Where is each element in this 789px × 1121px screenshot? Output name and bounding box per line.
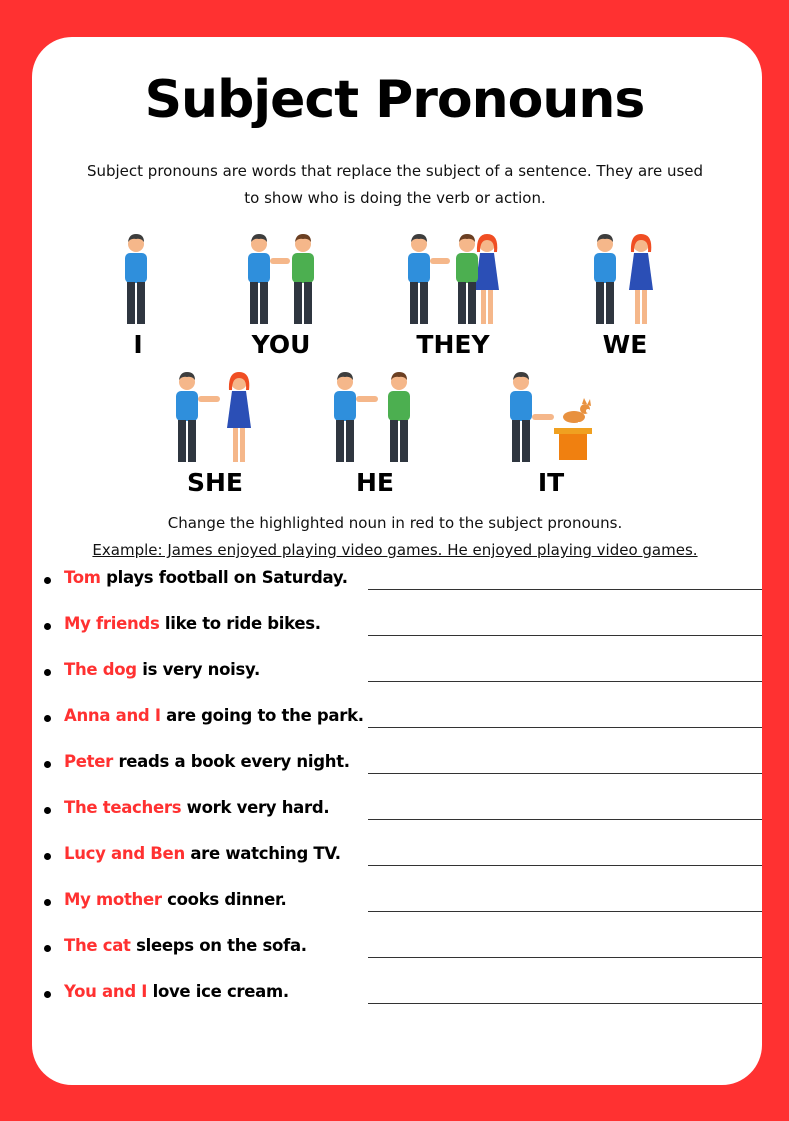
sentence-rest: work very hard. [181, 798, 330, 817]
answer-line[interactable] [368, 568, 762, 590]
exercise-sentence [64, 752, 350, 771]
highlighted-noun: You and I [64, 982, 148, 1001]
exercise-sentence [64, 706, 364, 725]
pronoun-we-illustration [588, 230, 668, 326]
sentence-rest: love ice cream. [147, 982, 289, 1001]
bullet-icon [44, 945, 51, 952]
highlighted-noun: Tom [64, 568, 101, 587]
highlighted-noun: My mother [64, 890, 162, 909]
exercise-sentence [64, 936, 307, 955]
pronoun-label-we: WE [602, 330, 648, 359]
pronoun-i-illustration [118, 230, 158, 326]
exercise-item [44, 934, 762, 980]
exercise-sentence [64, 798, 329, 817]
pronoun-label-i: I [133, 330, 143, 359]
sentence-rest: are going to the park. [160, 706, 364, 725]
pronoun-label-he: HE [355, 468, 394, 497]
exercise-sentence [64, 890, 286, 909]
instructions [60, 510, 730, 564]
example-text: Example: James enjoyed playing video games. He enjoyed playing video games. [92, 541, 698, 559]
exercise-sentence [64, 568, 348, 587]
highlighted-noun: Peter [64, 752, 113, 771]
pronoun-she-illustration [170, 368, 266, 464]
page-title: Subject Pronouns [144, 70, 645, 130]
answer-line[interactable] [368, 706, 762, 728]
exercise-item [44, 842, 762, 888]
sentence-rest: sleeps on the sofa. [130, 936, 307, 955]
exercise-item [44, 796, 762, 842]
answer-line[interactable] [368, 660, 762, 682]
answer-line[interactable] [368, 890, 762, 912]
sentence-rest: plays football on Saturday. [100, 568, 348, 587]
answer-line[interactable] [368, 614, 762, 636]
highlighted-noun: The dog [64, 660, 137, 679]
exercise-item [44, 888, 762, 934]
exercise-sentence [64, 614, 321, 633]
highlighted-noun: Lucy and Ben [64, 844, 185, 863]
pronoun-they-illustration [402, 230, 506, 326]
bullet-icon [44, 669, 51, 676]
sentence-rest: is very noisy. [136, 660, 260, 679]
bullet-icon [44, 853, 51, 860]
exercise-item [44, 566, 762, 612]
bullet-icon [44, 761, 51, 768]
highlighted-noun: Anna and I [64, 706, 161, 725]
bullet-icon [44, 991, 51, 998]
bullet-icon [44, 623, 51, 630]
instruction-text: Change the highlighted noun in red to the subject pronouns. [167, 514, 623, 532]
answer-line[interactable] [368, 936, 762, 958]
pronoun-label-she: SHE [186, 468, 243, 497]
exercise-sentence [64, 660, 260, 679]
pronoun-label-you: YOU [251, 330, 311, 359]
highlighted-noun: The cat [64, 936, 131, 955]
sentence-rest: reads a book every night. [113, 752, 350, 771]
sentence-rest: are watching TV. [184, 844, 341, 863]
exercise-list [44, 566, 762, 1026]
answer-line[interactable] [368, 798, 762, 820]
exercise-item [44, 750, 762, 796]
exercise-item [44, 980, 762, 1026]
exercise-item [44, 658, 762, 704]
pronoun-label-it: IT [537, 468, 565, 497]
intro-text: Subject pronouns are words that replace the subject of a sentence. They are used to show who is doing the verb or action. [86, 162, 704, 207]
pronoun-it-illustration [504, 368, 600, 464]
pronoun-he-illustration [328, 368, 424, 464]
pronoun-label-they: THEY [416, 330, 490, 359]
exercise-sentence [64, 844, 341, 863]
bullet-icon [44, 715, 51, 722]
exercise-item [44, 612, 762, 658]
highlighted-noun: My friends [64, 614, 160, 633]
bullet-icon [44, 577, 51, 584]
bullet-icon [44, 899, 51, 906]
sentence-rest: cooks dinner. [161, 890, 287, 909]
bullet-icon [44, 807, 51, 814]
pronoun-you-illustration [242, 230, 322, 326]
exercise-sentence [64, 982, 289, 1001]
sentence-rest: like to ride bikes. [159, 614, 321, 633]
answer-line[interactable] [368, 844, 762, 866]
answer-line[interactable] [368, 752, 762, 774]
answer-line[interactable] [368, 982, 762, 1004]
highlighted-noun: The teachers [64, 798, 182, 817]
exercise-item [44, 704, 762, 750]
